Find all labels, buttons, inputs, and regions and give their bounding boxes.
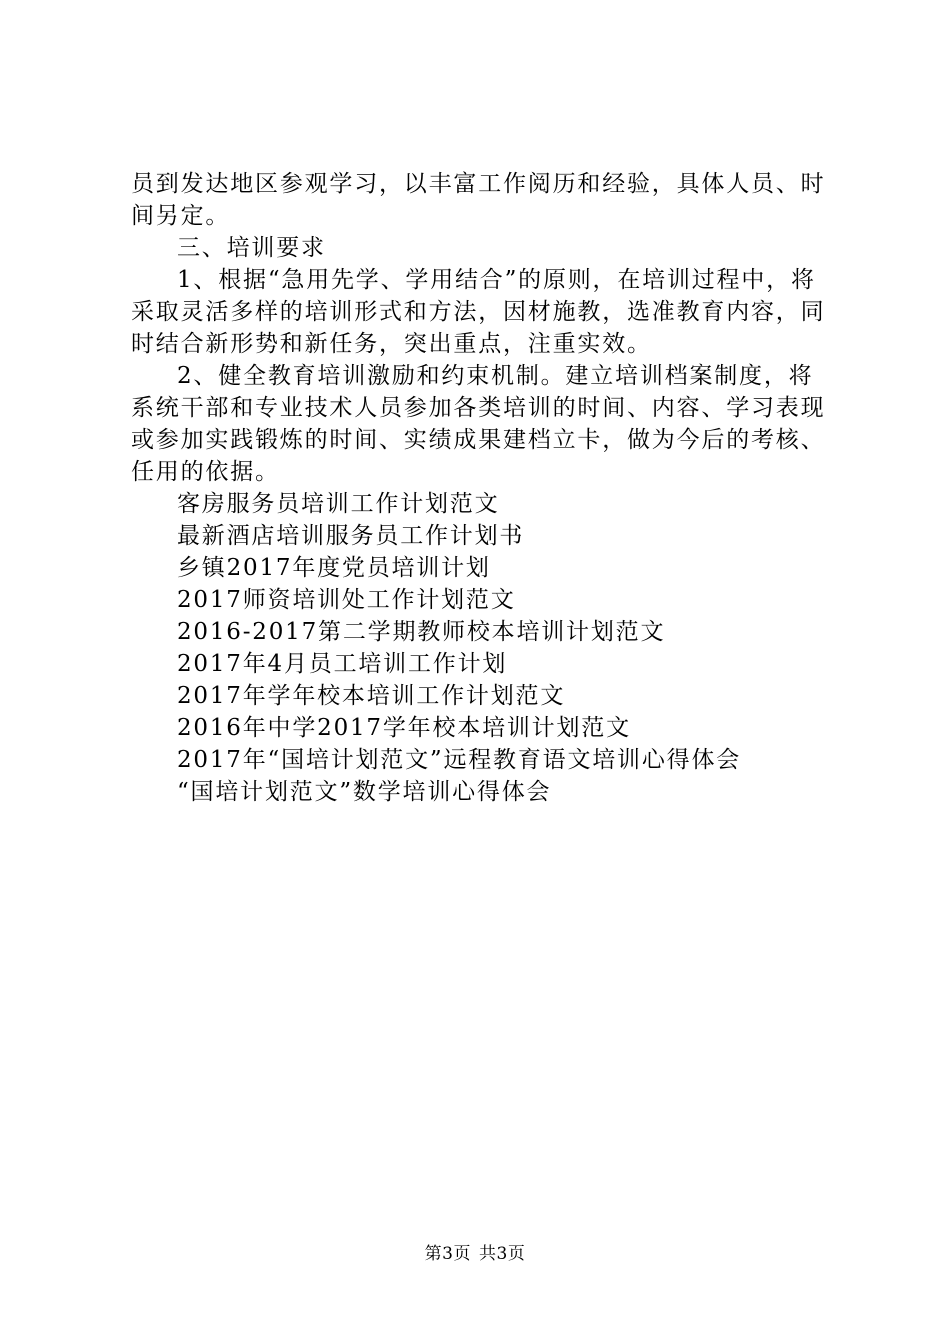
related-link[interactable]: 2017年“国培计划范文”远程教育语文培训心得体会	[177, 747, 742, 773]
related-link[interactable]: 最新酒店培训服务员工作计划书	[177, 523, 525, 549]
page-number: 第3页	[424, 1244, 471, 1264]
related-link[interactable]: 2017年学年校本培训工作计划范文	[177, 683, 566, 709]
related-links-list	[131, 488, 831, 808]
paragraph-requirement-2: 2、健全教育培训激励和约束机制。建立培训档案制度，将系统干部和专业技术人员参加各类培训的时间、内容、学习表现或参加实践锻炼的时间、实绩成果建档立卡，做为今后的考核、任用的依据。	[131, 363, 826, 485]
page-total: 共3页	[479, 1244, 526, 1264]
paragraph-requirement-1: 1、根据“急用先学、学用结合”的原则，在培训过程中，将采取灵活多样的培训形式和方法，因材施教，选准教育内容，同时结合新形势和新任务，突出重点，注重实效。	[131, 267, 826, 357]
section-heading: 三、培训要求	[177, 235, 326, 261]
related-link[interactable]: 2017年4月员工培训工作计划	[177, 651, 508, 677]
document-body	[131, 168, 831, 808]
paragraph-continuation: 员到发达地区参观学习，以丰富工作阅历和经验，具体人员、时间另定。	[131, 171, 826, 229]
related-link[interactable]: 2016-2017第二学期教师校本培训计划范文	[177, 619, 666, 645]
related-link[interactable]: 乡镇2017年度党员培训计划	[177, 555, 491, 581]
related-link[interactable]: 2017师资培训处工作计划范文	[177, 587, 516, 613]
related-link[interactable]: “国培计划范文”数学培训心得体会	[177, 779, 552, 805]
related-link[interactable]: 2016年中学2017学年校本培训计划范文	[177, 715, 631, 741]
page-footer	[0, 1243, 950, 1265]
related-link[interactable]: 客房服务员培训工作计划范文	[177, 491, 500, 517]
